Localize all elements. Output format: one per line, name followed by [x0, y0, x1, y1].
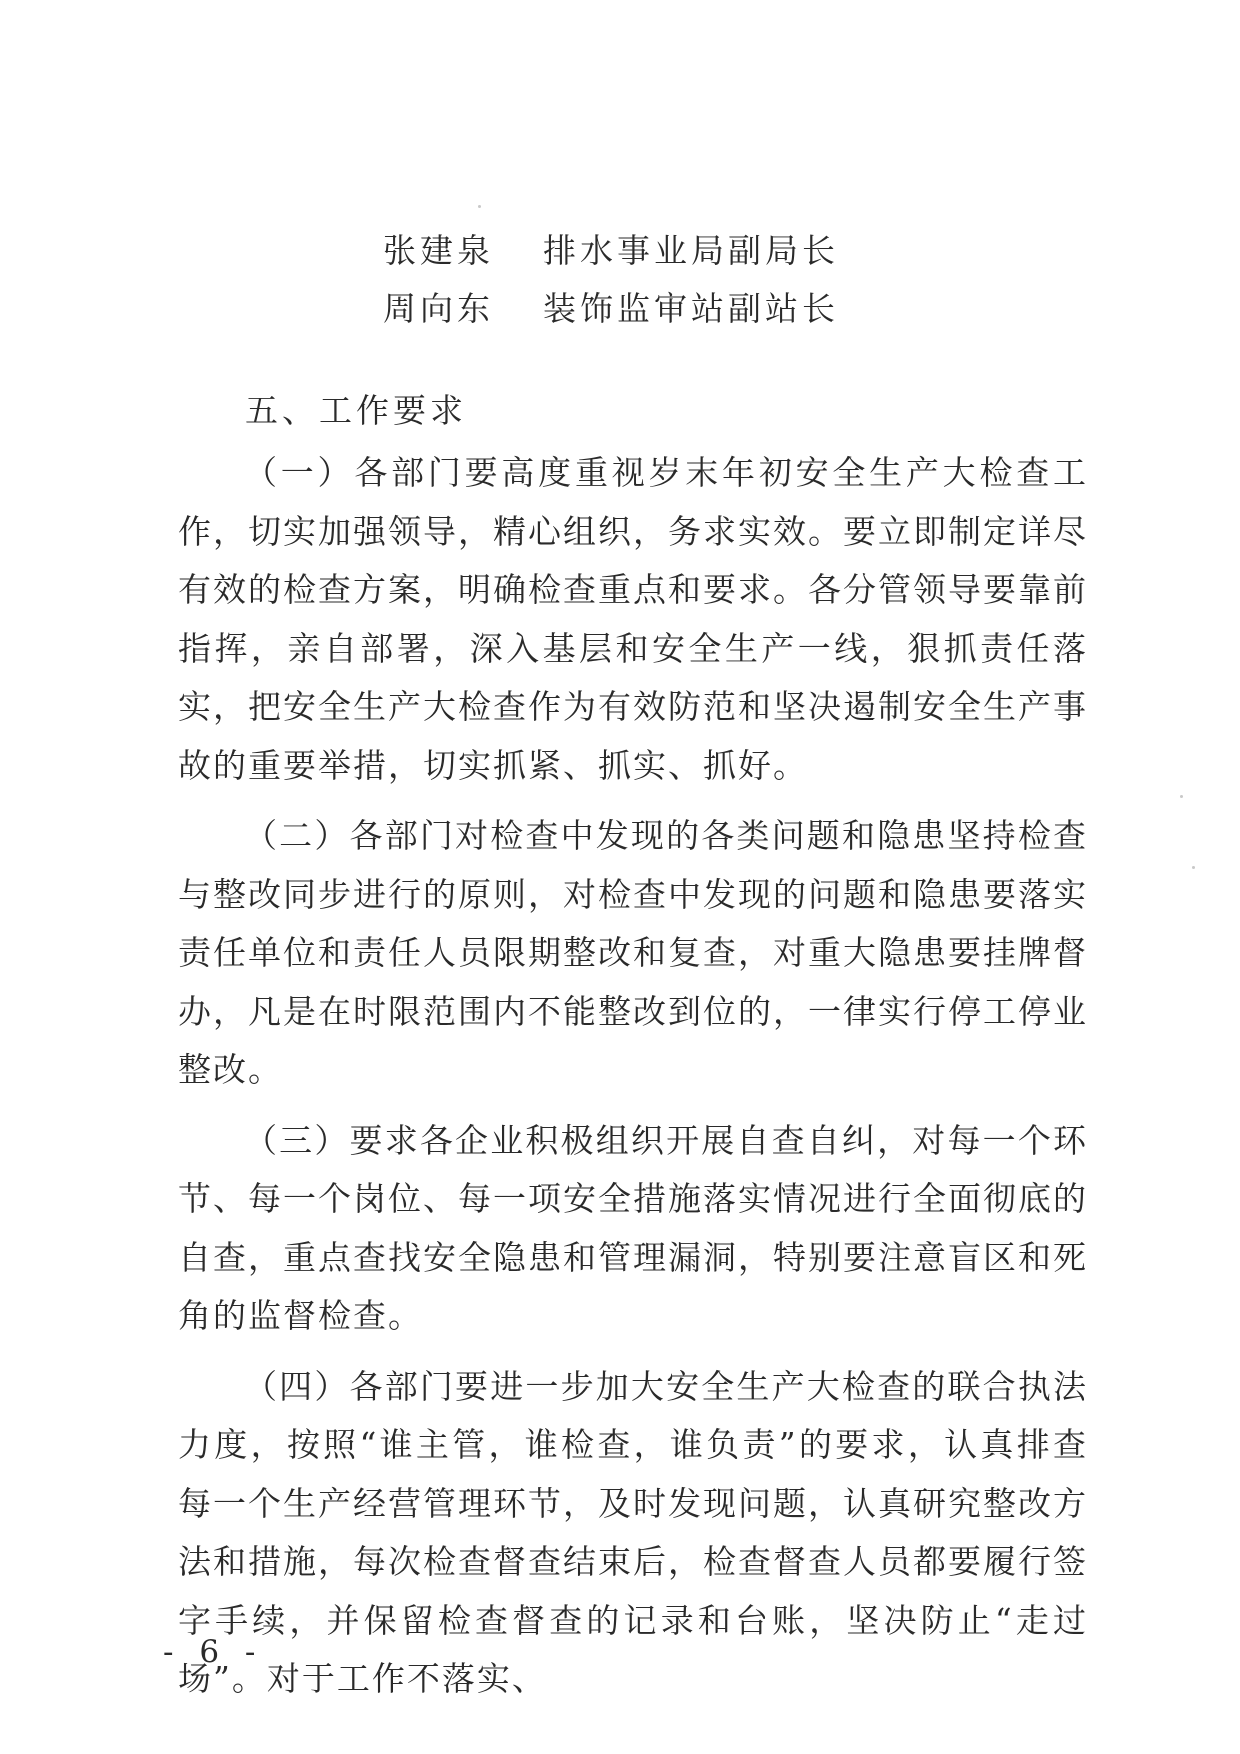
section-body — [178, 444, 1088, 1721]
member-title: 排水事业局副局长 — [543, 231, 839, 270]
scan-speck — [478, 205, 481, 208]
member-row — [383, 280, 839, 338]
member-name: 周向东 — [383, 289, 494, 328]
page-number: - 6 - — [163, 1634, 264, 1670]
section-heading: 五、工作要求 — [245, 391, 467, 430]
paragraph-2: （二）各部门对检查中发现的各类问题和隐患坚持检查与整改同步进行的原则，对检查中发现的问题和隐患要落实责任单位和责任人员限期整改和复查，对重大隐患要挂牌督办，凡是在时限范围内不能整改到位的，一律实行停工停业整改。 — [178, 816, 1088, 1089]
paragraph-3: （三）要求各企业积极组织开展自查自纠，对每一个环节、每一个岗位、每一项安全措施落实情况进行全面彻底的自查，重点查找安全隐患和管理漏洞，特别要注意盲区和死角的监督检查。 — [178, 1120, 1088, 1335]
member-name: 张建泉 — [383, 231, 494, 270]
member-title: 装饰监审站副站长 — [543, 289, 839, 328]
scan-speck — [1192, 866, 1195, 869]
member-row — [383, 222, 839, 280]
paragraph-1: （一）各部门要高度重视岁末年初安全生产大检查工作，切实加强领导，精心组织，务求实效。要立即制定详尽有效的检查方案，明确检查重点和要求。各分管领导要靠前指挥，亲自部署，深入基层和安全生产一线，狠抓责任落实，把安全生产大检查作为有效防范和坚决遏制安全生产事故的重要举措，切实抓紧、抓实、抓好。 — [178, 453, 1088, 785]
member-list — [383, 222, 839, 338]
paragraph-4: （四）各部门要进一步加大安全生产大检查的联合执法力度，按照“谁主管，谁检查，谁负责”的要求，认真排查每一个生产经营管理环节，及时发现问题，认真研究整改方法和措施，每次检查督查结束后，检查督查人员都要履行签字手续，并保留检查督查的记录和台账，坚决防止“走过场”。对于工作不落实、 — [178, 1366, 1088, 1698]
scan-speck — [1180, 795, 1183, 798]
